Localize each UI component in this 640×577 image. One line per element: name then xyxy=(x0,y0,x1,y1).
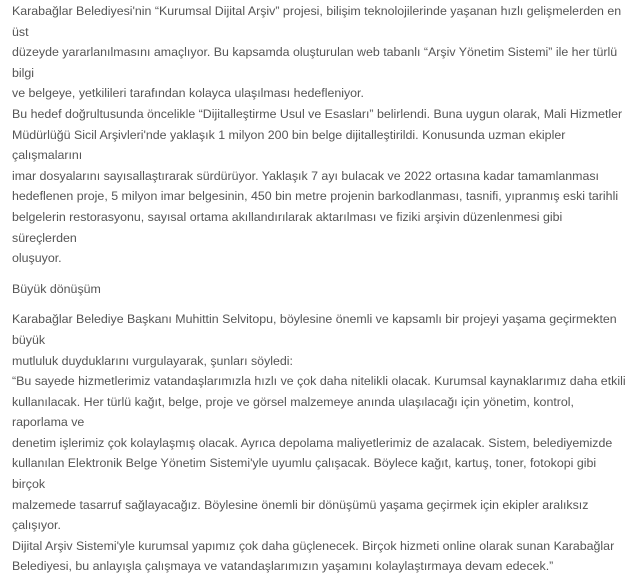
quote-paragraph xyxy=(12,309,630,577)
text-line: Karabağlar Belediyesi'nin “Kurumsal Dijital Arşiv” projesi, bilişim teknolojilerinde yaşanan hızlı gelişmelerden en üst xyxy=(12,4,622,39)
text-line: Bu hedef doğrultusunda öncelikle “Dijitalleştirme Usul ve Esasları” belirlendi. Buna uygun olarak, Mali Hizmetler xyxy=(12,106,623,121)
text-line: imar dosyalarını sayısallaştırarak sürdürüyor. Yaklaşık 7 ayı bulacak ve 2022 ortasına kadar tamamlanması xyxy=(12,168,599,183)
text-line: Belediyesi, bu anlayışla çalışmaya ve vatandaşlarımızın yaşamını kolaylaştırmaya devam edecek.” xyxy=(12,559,554,574)
detail-paragraph xyxy=(12,104,630,269)
text-line: Dijital Arşiv Sistemi'yle kurumsal yapımız çok daha güçlenecek. Birçok hizmeti online olarak sunan Karabağlar xyxy=(12,538,615,553)
text-line: mutluluk duyduklarını vurgulayarak, şunları söyledi: xyxy=(12,353,293,368)
intro-paragraph xyxy=(12,1,630,104)
text-line: Müdürlüğü Sicil Arşivleri'nde yaklaşık 1 milyon 200 bin belge dijitalleştirildi. Konusunda uzman ekipler çalışmalarını xyxy=(12,127,566,163)
text-line: “Bu sayede hizmetlerimiz vatandaşlarımızla hızlı ve çok daha nitelikli olacak. Kurumsal kaynaklarımız daha etkili xyxy=(12,374,626,389)
text-line: düzeyde yararlanılmasını amaçlıyor. Bu kapsamda oluşturulan web tabanlı “Arşiv Yönetim Sistemi” ile her türlü bilgi xyxy=(12,45,618,80)
text-line: kullanılacak. Her türlü kağıt, belge, proje ve görsel malzemeye anında ulaşılacağı için yönetim, kontrol, raporlama ve xyxy=(12,394,574,430)
paragraph-gap xyxy=(12,299,630,309)
text-line: malzemede tasarruf sağlayacağız. Böylesine önemli bir dönüşümü yaşama geçirmek için ekipler aralıksız çalışıyor. xyxy=(12,497,589,533)
text-line: hedeflenen proje, 5 milyon imar belgesinin, 450 bin metre projenin barkodlanması, tasnifi, yıpranmış eski tarihli xyxy=(12,189,619,204)
paragraph-gap xyxy=(12,269,630,279)
text-line: Karabağlar Belediye Başkanı Muhittin Selvitopu, böylesine önemli ve kapsamlı bir projeyi yaşama geçirmekten büyük xyxy=(12,312,617,347)
text-line: belgelerin restorasyonu, sayısal ortama akıllandırılarak aktarılması ve fiziki arşivin düzenlenmesi gibi süreçlerden xyxy=(12,209,563,245)
text-line: oluşuyor. xyxy=(12,251,62,266)
text-line: kullanılan Elektronik Belge Yönetim Sistemi'yle uyumlu çalışacak. Böylece kağıt, kartuş, toner, fotokopi gibi birçok xyxy=(12,456,597,492)
section-heading: Büyük dönüşüm xyxy=(12,281,101,296)
text-line: denetim işlerimiz çok kolaylaşmış olacak. Ayrıca depolama maliyetlerimiz de azalacak. Sistem, belediyemizde xyxy=(12,435,613,450)
text-line: ve belgeye, yetkilileri tarafından kolayca ulaşılması hedefleniyor. xyxy=(12,86,364,101)
